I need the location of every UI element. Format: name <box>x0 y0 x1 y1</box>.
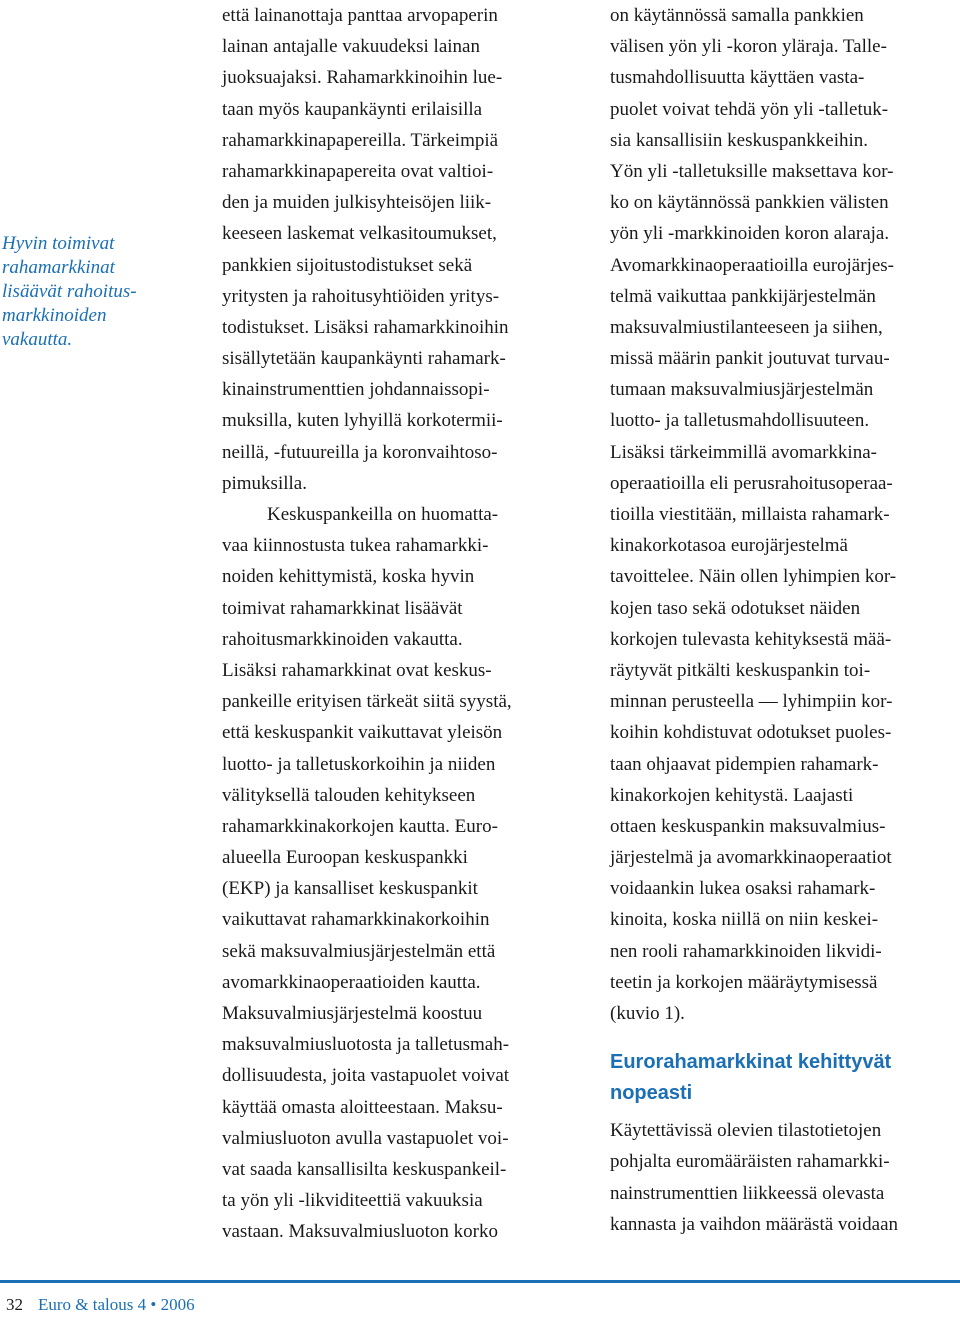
text-line: luotto- ja talletuskorkoihin ja niiden <box>222 753 496 775</box>
text-line: maksuvalmiusluotosta ja talletusmah- <box>222 1034 510 1056</box>
section-heading-line: Eurorahamarkkinat kehittyvät <box>610 1051 892 1074</box>
publication-title: Euro & talous 4 • 2006 <box>38 1295 195 1314</box>
text-line: rahamarkkinapapereilla. Tärkeimpiä <box>222 129 499 151</box>
text-line: puolet voivat tehdä yön yli -talletuk- <box>610 98 889 120</box>
text-line: pankeille erityisen tärkeät siitä syystä, <box>222 691 512 713</box>
text-line: operaatioilla eli perusrahoitusoperaa- <box>610 472 893 494</box>
text-line: välityksellä talouden kehitykseen <box>222 784 476 806</box>
text-line: että lainanottaja panttaa arvopaperin <box>222 5 498 26</box>
pull-quote-line: lisäävät rahoitus- <box>2 281 137 302</box>
text-line: Lisäksi tärkeimmillä avomarkkina- <box>610 441 877 463</box>
text-line: kinakorkojen kehitystä. Laajasti <box>610 784 854 806</box>
text-line: sekä maksuvalmiusjärjestelmän että <box>222 940 496 962</box>
text-line: neillä, -futuureilla ja koronvaihtoso- <box>222 441 498 463</box>
text-line: Keskuspankeilla on huomatta- <box>267 504 499 525</box>
text-line: kinoita, koska niillä on niin keskei- <box>610 909 879 931</box>
page-footer <box>0 1280 960 1320</box>
margin-pull-quote <box>2 232 167 352</box>
text-line: nen rooli rahamarkkinoiden likvidi- <box>610 940 882 962</box>
text-line: rahamarkkinakorkojen kautta. Euro- <box>222 815 498 837</box>
text-line: kinakorkotasoa eurojärjestelmä <box>610 535 848 557</box>
text-line: muksilla, kuten lyhyillä korkotermii- <box>222 410 503 432</box>
text-line: vaikuttavat rahamarkkinakorkoihin <box>222 909 490 931</box>
text-line: toimivat rahamarkkinat lisäävät <box>222 597 463 619</box>
text-line: että keskuspankit vaikuttavat yleisön <box>222 722 503 744</box>
text-line: Maksuvalmiusjärjestelmä koostuu <box>222 1003 483 1024</box>
text-line: rahoitusmarkkinoiden vakautta. <box>222 628 463 650</box>
text-line: kannasta ja vaihdon määrästä voidaan <box>610 1213 899 1235</box>
text-line: vat saada kansallisilta keskuspankeil- <box>222 1158 507 1180</box>
text-line: lainan antajalle vakuudeksi lainan <box>222 36 480 58</box>
text-line: pohjalta euromääräisten rahamarkki- <box>610 1151 890 1173</box>
text-line: sisällytetään kaupankäynti rahamark- <box>222 348 506 370</box>
pull-quote-line: vakautta. <box>2 329 73 350</box>
text-line: pimuksilla. <box>222 472 307 494</box>
text-line: tavoittelee. Näin ollen lyhimpien kor- <box>610 566 897 588</box>
text-line: noiden kehittymistä, koska hyvin <box>222 566 475 588</box>
page-number: 32 <box>6 1295 23 1314</box>
text-line: dollisuudesta, joita vastapuolet voivat <box>222 1065 510 1087</box>
text-line: luotto- ja talletusmahdollisuuteen. <box>610 410 870 432</box>
text-line: minnan perusteella — lyhimpiin kor- <box>610 691 893 713</box>
text-line: korkojen tulevasta kehityksestä mää- <box>610 628 892 650</box>
text-line: ottaen keskuspankin maksuvalmius- <box>610 815 886 837</box>
section-heading-line: nopeasti <box>610 1082 693 1105</box>
text-line: tumaan maksuvalmiusjärjestelmän <box>610 379 874 401</box>
text-line: teetin ja korkojen määräytymisessä <box>610 971 878 993</box>
pull-quote-line: markkinoiden <box>2 305 107 326</box>
text-line: den ja muiden julkisyhteisöjen liik- <box>222 192 492 214</box>
text-line: juoksuajaksi. Rahamarkkinoihin lue- <box>222 67 503 89</box>
text-line: käyttää omasta aloitteestaan. Maksu- <box>222 1096 503 1118</box>
text-line: (kuvio 1). <box>610 1003 685 1024</box>
text-column-middle <box>222 0 582 1248</box>
text-line: ta yön yli -likviditeettiä vakuuksia <box>222 1190 483 1212</box>
pull-quote-line: rahamarkkinat <box>2 257 115 278</box>
text-line: pankkien sijoitustodistukset sekä <box>222 254 473 276</box>
text-line: sia kansallisiin keskuspankkeihin. <box>610 129 869 151</box>
text-line: taan ohjaavat pidempien rahamark- <box>610 753 879 775</box>
text-line: on käytännössä samalla pankkien <box>610 5 864 26</box>
text-line: avomarkkinaoperaatioiden kautta. <box>222 971 481 993</box>
text-line: järjestelmä ja avomarkkinaoperaatiot <box>610 847 892 869</box>
text-line: Lisäksi rahamarkkinat ovat keskus- <box>222 659 492 681</box>
text-line: räytyvät pitkälti keskuspankin toi- <box>610 659 871 681</box>
text-line: Yön yli -talletuksille maksettava kor- <box>610 160 894 182</box>
text-line: missä määrin pankit joutuvat turvau- <box>610 348 890 370</box>
text-line: valmiusluoton avulla vastapuolet voi- <box>222 1127 509 1149</box>
text-line: telmä vaikuttaa pankkijärjestelmän <box>610 285 876 307</box>
footer-rule <box>0 1280 960 1283</box>
text-line: rahamarkkinapapereita ovat valtioi- <box>222 160 494 182</box>
text-line: kinainstrumenttien johdannaissopi- <box>222 379 490 401</box>
text-line: välisen yön yli -koron yläraja. Talle- <box>610 36 887 58</box>
text-line: vaa kiinnostusta tukea rahamarkki- <box>222 535 489 557</box>
text-line: todistukset. Lisäksi rahamarkkinoihin <box>222 316 509 338</box>
text-line: voidaankin lukea osaksi rahamark- <box>610 878 876 900</box>
text-line: Käytettävissä olevien tilastotietojen <box>610 1120 882 1142</box>
text-line: taan myös kaupankäynti erilaisilla <box>222 98 483 120</box>
text-line: maksuvalmiustilanteeseen ja siihen, <box>610 316 883 338</box>
text-line: (EKP) ja kansalliset keskuspankit <box>222 878 478 900</box>
text-line: koihin kohdistuvat odotukset puoles- <box>610 722 892 744</box>
text-line: kojen taso sekä odotukset näiden <box>610 597 861 619</box>
text-line: keeseen laskemat velkasitoumukset, <box>222 223 497 245</box>
text-line: yritysten ja rahoitusyhtiöiden yritys- <box>222 285 500 307</box>
text-line: tusmahdollisuutta käyttäen vasta- <box>610 67 865 89</box>
text-line: vastaan. Maksuvalmiusluoton korko <box>222 1221 498 1243</box>
text-line: Avomarkkinaoperaatioilla eurojärjes- <box>610 254 894 276</box>
section-heading <box>610 1047 960 1109</box>
pull-quote-line: Hyvin toimivat <box>2 233 115 254</box>
text-line: ko on käytännössä pankkien välisten <box>610 192 889 214</box>
text-line: tioilla viestitään, millaista rahamark- <box>610 504 890 525</box>
text-column-right <box>610 0 960 1240</box>
text-line: nainstrumenttien liikkeessä olevasta <box>610 1182 885 1204</box>
text-line: yön yli -markkinoiden koron alaraja. <box>610 223 890 245</box>
text-line: alueella Euroopan keskuspankki <box>222 847 468 869</box>
